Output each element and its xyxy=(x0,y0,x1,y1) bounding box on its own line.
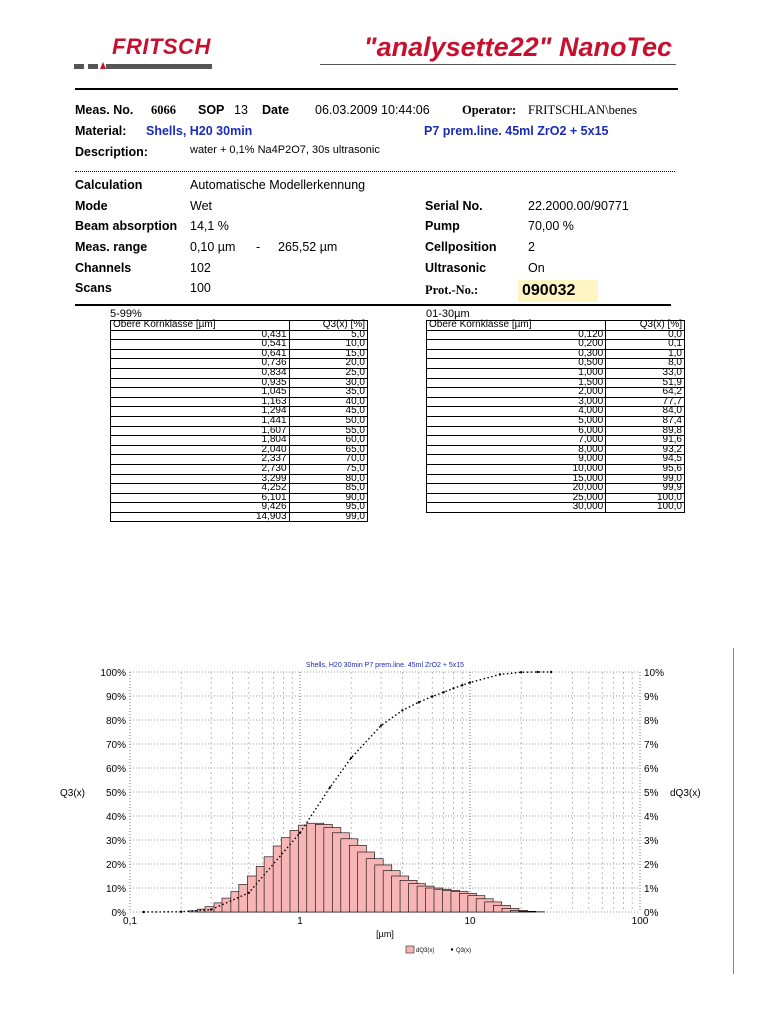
q3-cell: 80,0 xyxy=(289,474,367,484)
y-right-tick-label: 10% xyxy=(644,668,665,679)
title-underline xyxy=(320,64,676,65)
size-cell: 1,000 xyxy=(427,368,606,378)
q3-point xyxy=(248,892,250,894)
table-row xyxy=(427,330,685,340)
table-row xyxy=(427,493,685,503)
y-right-tick-label: 2% xyxy=(644,860,659,871)
table-row xyxy=(427,416,685,426)
q3-cell: 77,7 xyxy=(606,397,685,407)
q3-cell: 95,6 xyxy=(606,464,685,474)
legend-line-swatch xyxy=(451,948,453,950)
q3-point xyxy=(329,786,331,788)
col-header-size: Obere Kornklasse [µm] xyxy=(427,321,606,331)
q3-cell: 64,2 xyxy=(606,388,685,398)
q3-cell: 51,9 xyxy=(606,378,685,388)
q3-point xyxy=(418,701,420,703)
q3-cell: 20,0 xyxy=(289,359,367,369)
table-row xyxy=(111,330,368,340)
material-label: Material: xyxy=(75,124,127,138)
table-row xyxy=(111,397,368,407)
pump-label: Pump xyxy=(425,219,460,233)
q3-cell: 99,0 xyxy=(289,512,367,522)
table-header-row xyxy=(427,321,685,331)
q3-cell: 100,0 xyxy=(606,503,685,513)
q3-cell: 0,1 xyxy=(606,340,685,350)
range-dash: - xyxy=(256,240,261,254)
y-right-tick-label: 5% xyxy=(644,788,659,799)
legend-hist-label: dQ3(x) xyxy=(416,948,435,954)
table-row xyxy=(111,455,368,465)
q3-point xyxy=(142,911,144,913)
table-row xyxy=(111,388,368,398)
table-row xyxy=(111,349,368,359)
size-cell: 4,000 xyxy=(427,407,606,417)
q3-cell: 99,9 xyxy=(606,484,685,494)
header-rule xyxy=(75,88,678,90)
y-left-tick-label: 50% xyxy=(105,788,126,799)
meas-no-label: Meas. No. xyxy=(75,103,134,117)
q3-point xyxy=(499,673,501,675)
q3-cell: 15,0 xyxy=(289,349,367,359)
q3-cell: 55,0 xyxy=(289,426,367,436)
table-row xyxy=(427,368,685,378)
y-right-tick-label: 8% xyxy=(644,716,659,727)
q3-cell: 94,5 xyxy=(606,455,685,465)
size-cell: 5,000 xyxy=(427,416,606,426)
q3-cell: 10,0 xyxy=(289,340,367,350)
table-row xyxy=(427,388,685,398)
section-divider xyxy=(75,171,675,172)
beam-label: Beam absorption xyxy=(75,219,178,233)
description-label: Description: xyxy=(75,145,148,159)
size-cell: 9,000 xyxy=(427,455,606,465)
right-size-table xyxy=(426,320,685,513)
table-row xyxy=(427,426,685,436)
q3-cell: 35,0 xyxy=(289,388,367,398)
table-row xyxy=(111,407,368,417)
q3-point xyxy=(299,832,301,834)
y-right-tick-label: 6% xyxy=(644,764,659,775)
size-cell: 2,337 xyxy=(111,455,290,465)
table-row xyxy=(427,407,685,417)
size-cell: 1,441 xyxy=(111,416,290,426)
table-row xyxy=(111,436,368,446)
x-tick-label: 0,1 xyxy=(123,916,137,927)
q3-point xyxy=(536,671,538,673)
prot-no-value: 090032 xyxy=(518,280,598,302)
q3-cell: 33,0 xyxy=(606,368,685,378)
table-row xyxy=(427,455,685,465)
size-cell: 3,299 xyxy=(111,474,290,484)
q3-point xyxy=(380,724,382,726)
table-row xyxy=(427,359,685,369)
q3-cell: 100,0 xyxy=(606,493,685,503)
q3-point xyxy=(520,671,522,673)
report-title: "analysette22" NanoTec xyxy=(363,32,672,62)
y-left-tick-label: 30% xyxy=(105,836,126,847)
table-row xyxy=(427,378,685,388)
q3-point xyxy=(442,691,444,693)
q3-cell: 30,0 xyxy=(289,378,367,388)
date-label: Date xyxy=(262,103,290,117)
q3-cell: 5,0 xyxy=(289,330,367,340)
y-left-tick-label: 20% xyxy=(105,860,126,871)
table-row xyxy=(427,340,685,350)
size-cell: 25,000 xyxy=(427,493,606,503)
y-left-tick-label: 70% xyxy=(105,740,126,751)
size-cell: 0,500 xyxy=(427,359,606,369)
y-left-tick-label: 10% xyxy=(105,884,126,895)
size-cell: 0,736 xyxy=(111,359,290,369)
size-cell: 2,000 xyxy=(427,388,606,398)
operator-value: FRITSCHLAN\benes xyxy=(528,103,638,117)
y-left-tick-label: 100% xyxy=(100,668,126,679)
table-row xyxy=(111,474,368,484)
q3-cell: 1,0 xyxy=(606,349,685,359)
size-cell: 4,252 xyxy=(111,484,290,494)
size-cell: 0,300 xyxy=(427,349,606,359)
x-axis-label: [µm] xyxy=(376,929,394,939)
serial-value: 22.2000.00/90771 xyxy=(528,199,629,213)
table-row xyxy=(111,493,368,503)
size-cell: 1,294 xyxy=(111,407,290,417)
size-cell: 1,045 xyxy=(111,388,290,398)
cellposition-value: 2 xyxy=(528,240,535,254)
channels-value: 102 xyxy=(190,261,211,275)
q3-cell: 95,0 xyxy=(289,503,367,513)
size-cell: 0,834 xyxy=(111,368,290,378)
col-header-q3: Q3(x) [%] xyxy=(289,321,367,331)
x-tick-label: 100 xyxy=(631,916,649,927)
q3-cell: 87,4 xyxy=(606,416,685,426)
q3-point xyxy=(452,687,454,689)
size-cell: 1,163 xyxy=(111,397,290,407)
size-cell: 6,000 xyxy=(427,426,606,436)
y-left-tick-label: 60% xyxy=(105,764,126,775)
q3-point xyxy=(431,695,433,697)
calculation-value: Automatische Modellerkennung xyxy=(190,178,366,192)
mode-label: Mode xyxy=(75,199,108,213)
y-right-tick-label: 4% xyxy=(644,812,659,823)
calculation-label: Calculation xyxy=(75,178,143,192)
col-header-q3: Q3(x) [%] xyxy=(606,321,685,331)
q3-point xyxy=(350,757,352,759)
size-cell: 2,730 xyxy=(111,464,290,474)
table-row xyxy=(111,445,368,455)
size-cell: 0,120 xyxy=(427,330,606,340)
size-cell: 20,000 xyxy=(427,484,606,494)
q3-cell: 25,0 xyxy=(289,368,367,378)
size-cell: 1,500 xyxy=(427,378,606,388)
page-edge-line xyxy=(733,648,734,974)
size-cell: 15,000 xyxy=(427,474,606,484)
params-rule xyxy=(75,304,671,306)
sop-label: SOP xyxy=(198,103,225,117)
left-table-caption: 5-99% xyxy=(110,308,142,320)
y-left-tick-label: 40% xyxy=(105,812,126,823)
chart-title: Shells, H20 30min P7 prem.line. 45ml ZrO2 + 5x15 xyxy=(305,662,465,669)
operator-label: Operator: xyxy=(462,103,517,117)
ultrasonic-label: Ultrasonic xyxy=(425,261,487,275)
size-cell: 0,935 xyxy=(111,378,290,388)
y-right-tick-label: 9% xyxy=(644,692,659,703)
date-value: 06.03.2009 10:44:06 xyxy=(315,103,430,117)
col-header-size: Obere Kornklasse [µm] xyxy=(111,321,290,331)
size-cell: 14,903 xyxy=(111,512,290,522)
mode-value: Wet xyxy=(190,199,212,213)
table-header-row xyxy=(111,321,368,331)
y-left-axis-label: Q3(x) xyxy=(60,788,85,799)
q3-point xyxy=(210,908,212,910)
q3-point xyxy=(401,709,403,711)
description-value: water + 0,1% Na4P2O7, 30s ultrasonic xyxy=(190,144,380,156)
legend-line-label: Q3(x) xyxy=(456,948,471,954)
q3-point xyxy=(180,911,182,913)
q3-cell: 89,8 xyxy=(606,426,685,436)
size-cell: 1,607 xyxy=(111,426,290,436)
size-cell: 8,000 xyxy=(427,445,606,455)
y-left-tick-label: 0% xyxy=(111,908,126,919)
y-right-tick-label: 3% xyxy=(644,836,659,847)
q3-cell: 90,0 xyxy=(289,493,367,503)
q3-cell: 40,0 xyxy=(289,397,367,407)
meas-no-value: 6066 xyxy=(151,103,176,117)
brand-name: FRITSCH xyxy=(112,34,211,59)
q3-point xyxy=(550,671,552,673)
size-cell: 2,040 xyxy=(111,445,290,455)
table-row xyxy=(427,484,685,494)
left-percentile-table xyxy=(110,320,368,522)
q3-cell: 8,0 xyxy=(606,359,685,369)
range-label: Meas. range xyxy=(75,240,148,254)
table-row xyxy=(111,426,368,436)
size-cell: 9,426 xyxy=(111,503,290,513)
range-to: 265,52 µm xyxy=(278,240,338,254)
table-row xyxy=(427,474,685,484)
size-cell: 10,000 xyxy=(427,464,606,474)
q3-cell: 60,0 xyxy=(289,436,367,446)
table-row xyxy=(111,416,368,426)
y-left-tick-label: 90% xyxy=(105,692,126,703)
q3-cell: 50,0 xyxy=(289,416,367,426)
y-right-axis-label: dQ3(x) xyxy=(670,788,701,799)
pump-value: 70,00 % xyxy=(528,219,574,233)
scans-value: 100 xyxy=(190,281,211,295)
q3-cell: 65,0 xyxy=(289,445,367,455)
range-from: 0,10 µm xyxy=(190,240,236,254)
q3-cell: 75,0 xyxy=(289,464,367,474)
cellposition-label: Cellposition xyxy=(425,240,497,254)
size-cell: 1,804 xyxy=(111,436,290,446)
table-row xyxy=(111,484,368,494)
scans-label: Scans xyxy=(75,281,112,295)
ultrasonic-value: On xyxy=(528,261,545,275)
x-tick-label: 1 xyxy=(297,916,303,927)
size-cell: 3,000 xyxy=(427,397,606,407)
q3-cell: 85,0 xyxy=(289,484,367,494)
q3-cell: 70,0 xyxy=(289,455,367,465)
table-row xyxy=(111,464,368,474)
q3-cell: 91,6 xyxy=(606,436,685,446)
material-value: Shells, H20 30min xyxy=(146,124,253,138)
particle-size-chart xyxy=(50,655,730,970)
q3-cell: 0,0 xyxy=(606,330,685,340)
material-detail: P7 prem.line. 45ml ZrO2 + 5x15 xyxy=(424,124,609,138)
q3-point xyxy=(461,684,463,686)
table-row xyxy=(111,359,368,369)
y-right-tick-label: 1% xyxy=(644,884,659,895)
y-left-tick-label: 80% xyxy=(105,716,126,727)
x-tick-label: 10 xyxy=(464,916,476,927)
table-row xyxy=(427,445,685,455)
beam-value: 14,1 % xyxy=(190,219,229,233)
size-cell: 0,541 xyxy=(111,340,290,350)
size-cell: 6,101 xyxy=(111,493,290,503)
q3-cell: 99,0 xyxy=(606,474,685,484)
right-table-caption: 01-30µm xyxy=(426,308,470,320)
size-cell: 0,200 xyxy=(427,340,606,350)
table-row xyxy=(111,512,368,522)
q3-cell: 45,0 xyxy=(289,407,367,417)
table-row xyxy=(111,378,368,388)
table-row xyxy=(427,503,685,513)
q3-cell: 93,2 xyxy=(606,445,685,455)
table-row xyxy=(427,464,685,474)
table-row xyxy=(111,340,368,350)
q3-cell: 84,0 xyxy=(606,407,685,417)
y-right-tick-label: 7% xyxy=(644,740,659,751)
legend-hist-swatch xyxy=(406,946,414,953)
y-right-tick-label: 0% xyxy=(644,908,659,919)
table-row xyxy=(427,397,685,407)
size-cell: 30,000 xyxy=(427,503,606,513)
table-row xyxy=(111,503,368,513)
table-row xyxy=(427,436,685,446)
q3-point xyxy=(469,681,471,683)
serial-label: Serial No. xyxy=(425,199,483,213)
prot-no-label: Prot.-No.: xyxy=(425,283,479,297)
sop-value: 13 xyxy=(234,103,248,117)
table-row xyxy=(111,368,368,378)
size-cell: 0,431 xyxy=(111,330,290,340)
table-row xyxy=(427,349,685,359)
size-cell: 7,000 xyxy=(427,436,606,446)
channels-label: Channels xyxy=(75,261,132,275)
size-cell: 0,641 xyxy=(111,349,290,359)
